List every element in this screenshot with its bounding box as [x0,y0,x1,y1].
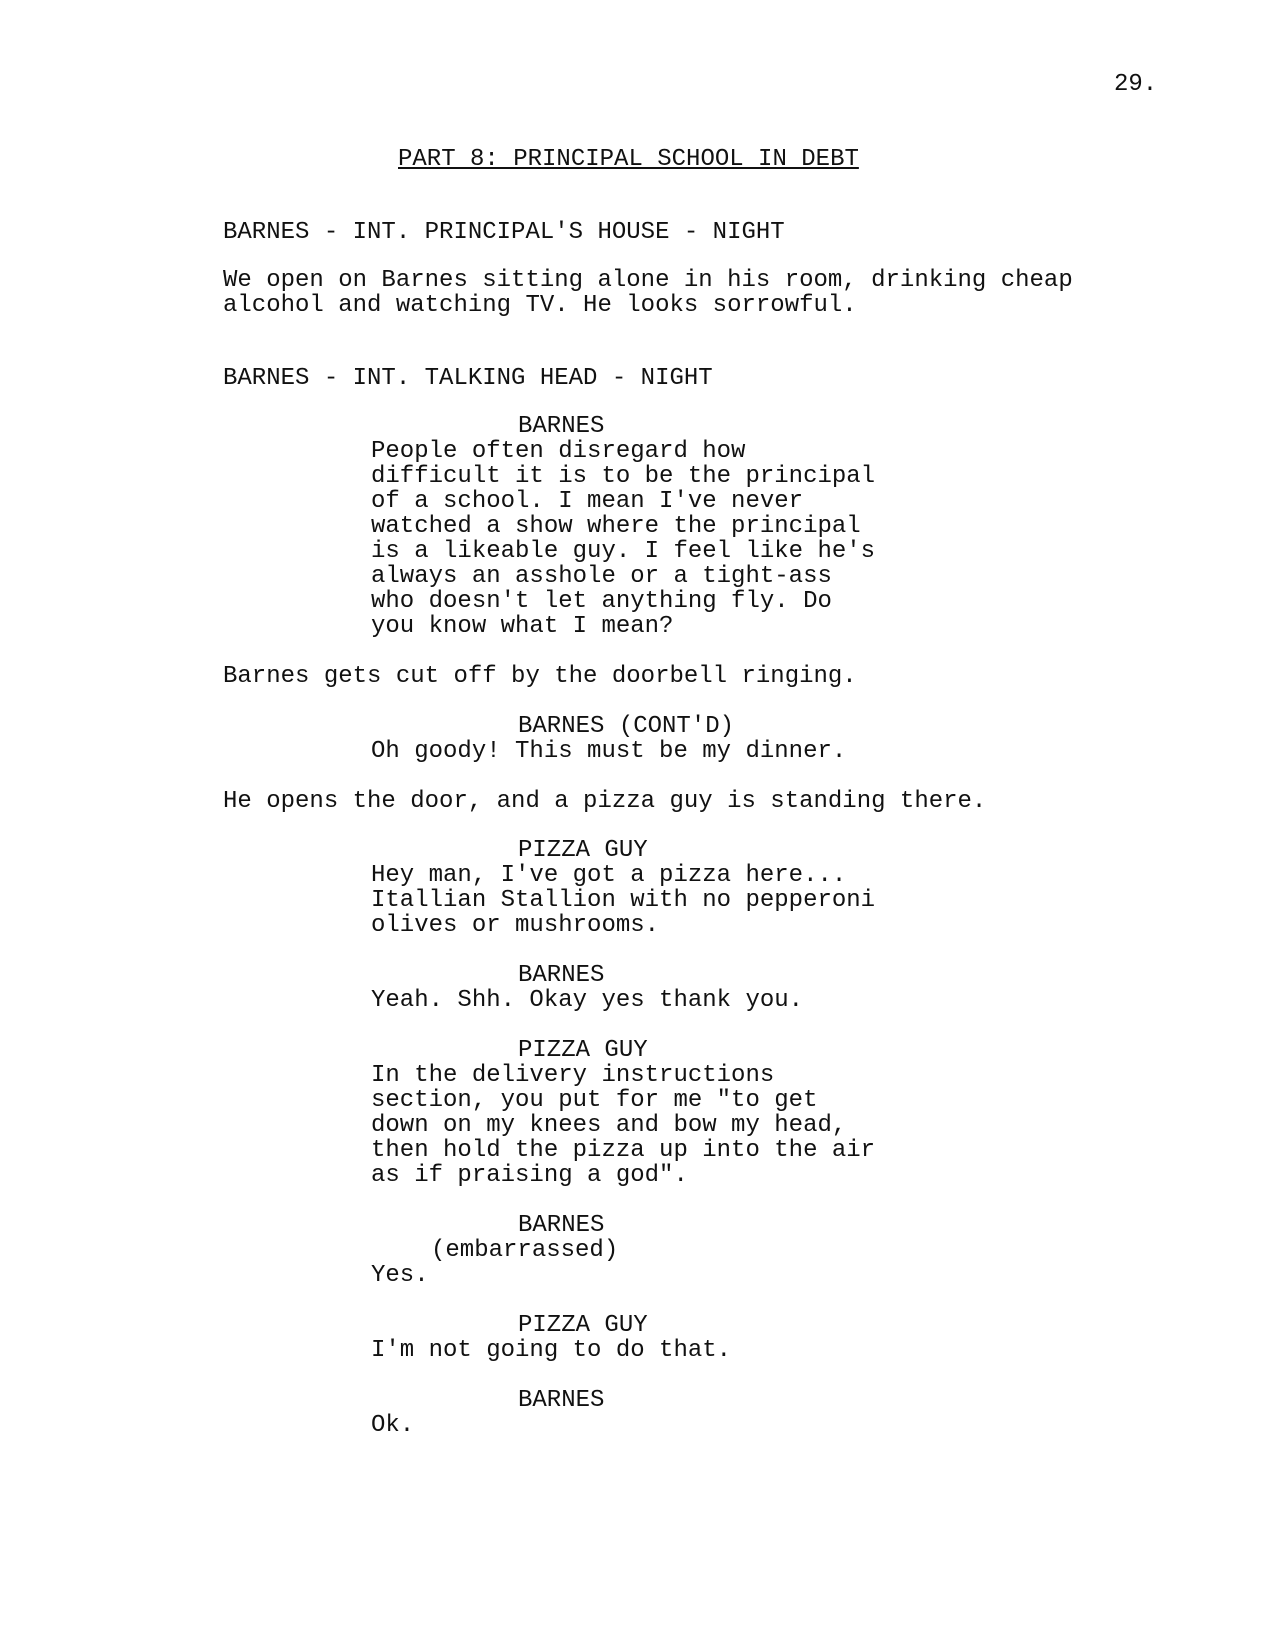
action-line: Barnes gets cut off by the doorbell ringing. [223,663,857,690]
character-name: PIZZA GUY [518,1312,648,1339]
dialogue-line: always an asshole or a tight-ass [371,563,832,590]
dialogue-line: Itallian Stallion with no pepperoni [371,887,876,914]
dialogue-line: In the delivery instructions [371,1062,775,1089]
dialogue-line: you know what I mean? [371,613,674,640]
character-name: BARNES (CONT'D) [518,713,735,740]
dialogue-line: Hey man, I've got a pizza here... [371,862,847,889]
scene-heading: BARNES - INT. TALKING HEAD - NIGHT [223,365,713,392]
dialogue-line: is a likeable guy. I feel like he's [371,538,876,565]
dialogue-line: Oh goody! This must be my dinner. [371,738,847,765]
action-line: We open on Barnes sitting alone in his room, drinking cheap [223,267,1073,294]
dialogue-line: section, you put for me "to get [371,1087,818,1114]
dialogue-line: down on my knees and bow my head, [371,1112,847,1139]
dialogue-line: Ok. [371,1412,415,1439]
character-name: BARNES [518,413,605,440]
character-name: BARNES [518,1212,605,1239]
dialogue-line: Yes. [371,1262,429,1289]
dialogue-line: then hold the pizza up into the air [371,1137,876,1164]
dialogue-line: watched a show where the principal [371,513,861,540]
action-line: alcohol and watching TV. He looks sorrowful. [223,292,857,319]
dialogue-line: Yeah. Shh. Okay yes thank you. [371,987,804,1014]
character-name: BARNES [518,1387,605,1414]
character-name: BARNES [518,962,605,989]
dialogue-line: of a school. I mean I've never [371,488,804,515]
dialogue-line: who doesn't let anything fly. Do [371,588,832,615]
character-name: PIZZA GUY [518,1037,648,1064]
dialogue-line: olives or mushrooms. [371,912,660,939]
dialogue-line: difficult it is to be the principal [371,463,876,490]
character-name: PIZZA GUY [518,837,648,864]
dialogue-line: I'm not going to do that. [371,1337,732,1364]
dialogue-line: as if praising a god". [371,1162,688,1189]
page-number: 29. [1114,71,1158,98]
action-line: He opens the door, and a pizza guy is standing there. [223,788,987,815]
parenthetical: (embarrassed) [431,1237,619,1264]
part-title: PART 8: PRINCIPAL SCHOOL IN DEBT [398,146,859,173]
scene-heading: BARNES - INT. PRINCIPAL'S HOUSE - NIGHT [223,219,785,246]
dialogue-line: People often disregard how [371,438,746,465]
